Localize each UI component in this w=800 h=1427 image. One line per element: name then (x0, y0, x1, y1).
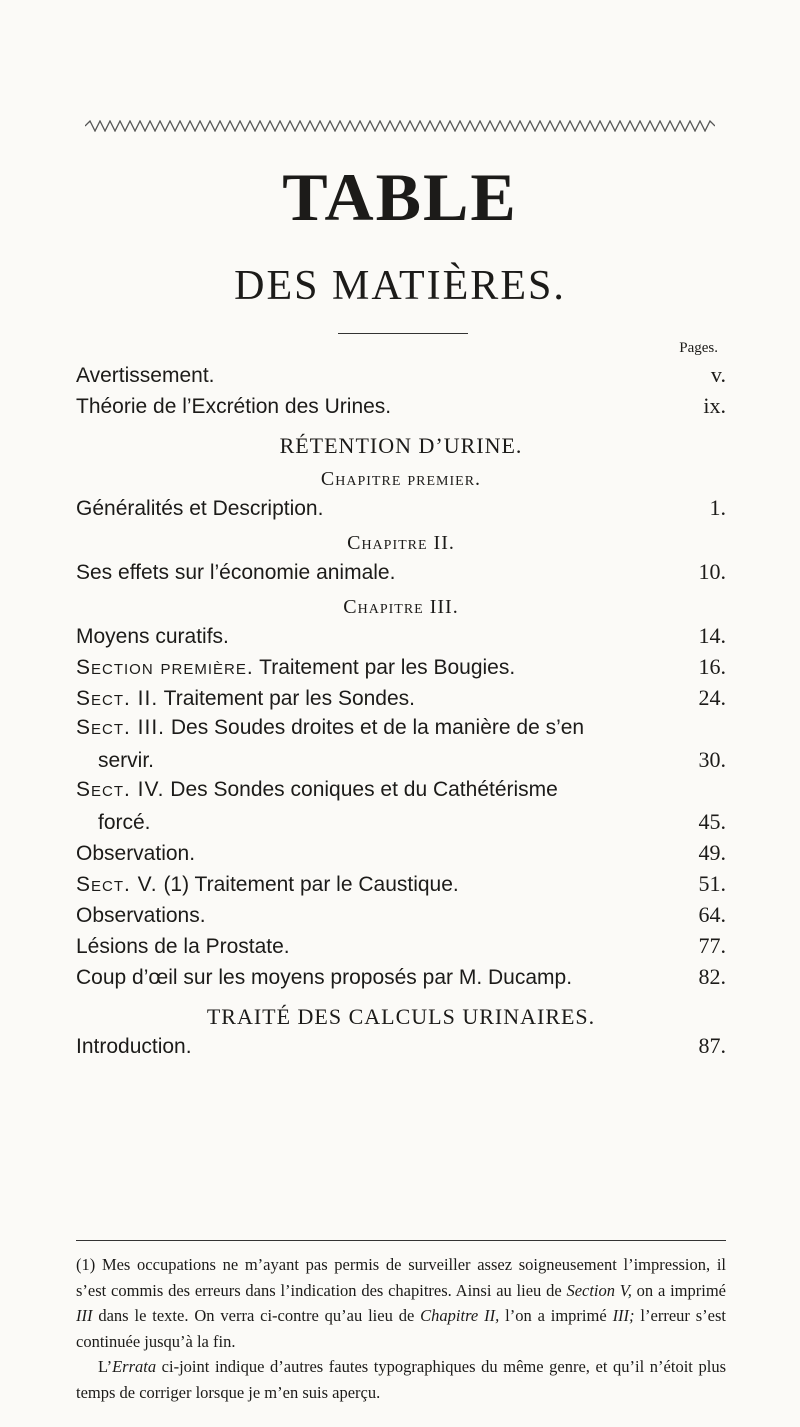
footnote-divider (76, 1240, 726, 1241)
table-of-contents (76, 362, 726, 1064)
toc-entry[interactable] (76, 871, 726, 902)
section-label: Sect. V. (76, 873, 158, 896)
toc-entry-page: 14. (698, 623, 726, 648)
toc-entry-text: Observations. (76, 904, 206, 927)
section-title: Des Soudes droites et de la manière de s’en (170, 716, 585, 739)
toc-entry-page: 77. (698, 933, 726, 958)
toc-entry-page: 1. (709, 495, 726, 520)
title-divider (338, 333, 468, 334)
toc-entry-text (76, 656, 666, 680)
toc-entry-text: Théorie de l’Excrétion des Urines. (76, 395, 392, 418)
part-heading-calculs: TRAITÉ DES CALCULS URINAIRES. (206, 1004, 596, 1029)
toc-entry-page: 87. (698, 1033, 726, 1058)
toc-entry-page: ix. (703, 393, 726, 418)
toc-entry[interactable] (76, 654, 726, 685)
section-label: Section première. (76, 656, 254, 679)
toc-entry[interactable] (76, 933, 726, 964)
toc-entry[interactable] (76, 778, 726, 809)
toc-entry-page: 49. (698, 840, 726, 865)
section-title: Traitement par les Bougies. (259, 656, 516, 679)
chapter-heading: Chapitre III. (343, 596, 459, 618)
part-heading-retention: RÉTENTION D’URINE. (279, 433, 523, 458)
section-title: Traitement par les Sondes. (163, 687, 415, 710)
toc-entry-page: 16. (698, 654, 726, 679)
toc-entry-text: forcé. (98, 811, 151, 834)
toc-entry-text (76, 873, 666, 897)
toc-entry[interactable] (76, 393, 726, 424)
footnote-paragraph: L’Errata ci-joint indique d’autres fautes typographiques du même genre, et qu’il n’étoit plus temps de corriger lorsque je m’en suis aperçu. (76, 1357, 726, 1402)
section-title: (1) Traitement par le Caustique. (163, 873, 459, 896)
toc-entry-text (76, 687, 666, 711)
toc-entry[interactable] (76, 716, 726, 747)
toc-entry[interactable] (76, 623, 726, 654)
toc-entry-text: Avertissement. (76, 364, 215, 387)
toc-entry[interactable] (76, 495, 726, 526)
section-title: Des Sondes coniques et du Cathétérisme (170, 778, 558, 801)
toc-entry-page: 82. (698, 964, 726, 989)
toc-entry-text: Ses effets sur l’économie animale. (76, 561, 396, 584)
toc-entry-continuation[interactable] (76, 747, 726, 778)
pages-column-label: Pages. (679, 340, 718, 356)
toc-entry-text: Coup d’œil sur les moyens proposés par M. Ducamp. (76, 966, 573, 989)
footnote-paragraph: (1) Mes occupations ne m’ayant pas permis de surveiller assez soigneusement l’impression, il s’est commis des erreurs dans l’indication des chapitres. Ainsi au lieu de Section V, on a imprimé III dans le texte. On verra ci-contre qu’au lieu de Chapitre II, l’on a imprimé III; l’erreur s’est continuée jusqu’à la fin. (76, 1255, 727, 1351)
page-subtitle: DES MATIÈRES. (234, 263, 566, 309)
toc-entry-text: Observation. (76, 842, 196, 865)
footnote (76, 1252, 726, 1405)
toc-entry-text: servir. (98, 749, 155, 772)
toc-entry-text (76, 716, 666, 740)
toc-entry[interactable] (76, 902, 726, 933)
toc-entry-continuation[interactable] (76, 809, 726, 840)
header-ornament (85, 120, 715, 132)
toc-entry-text: Introduction. (76, 1035, 192, 1058)
toc-entry-page: 24. (698, 685, 726, 710)
toc-entry-text: Lésions de la Prostate. (76, 935, 290, 958)
section-label: Sect. II. (76, 687, 159, 710)
toc-entry[interactable] (76, 362, 726, 393)
toc-entry-page: v. (710, 362, 726, 387)
toc-entry[interactable] (76, 1033, 726, 1064)
chapter-heading: Chapitre premier. (320, 468, 482, 490)
toc-entry-page: 51. (698, 871, 726, 896)
toc-entry-text: Moyens curatifs. (76, 625, 229, 648)
toc-entry[interactable] (76, 840, 726, 871)
toc-entry[interactable] (76, 685, 726, 716)
toc-entry-page: 10. (698, 559, 726, 584)
toc-entry-page: 30. (698, 747, 726, 772)
chapter-heading: Chapitre II. (347, 532, 455, 554)
toc-entry[interactable] (76, 964, 726, 995)
toc-entry[interactable] (76, 559, 726, 590)
toc-entry-page: 64. (698, 902, 726, 927)
page-title: TABLE (282, 159, 518, 235)
toc-entry-page: 45. (698, 809, 726, 834)
section-label: Sect. IV. (76, 778, 165, 801)
section-label: Sect. III. (76, 716, 166, 739)
toc-entry-text (76, 778, 666, 802)
toc-entry-text: Généralités et Description. (76, 497, 324, 520)
